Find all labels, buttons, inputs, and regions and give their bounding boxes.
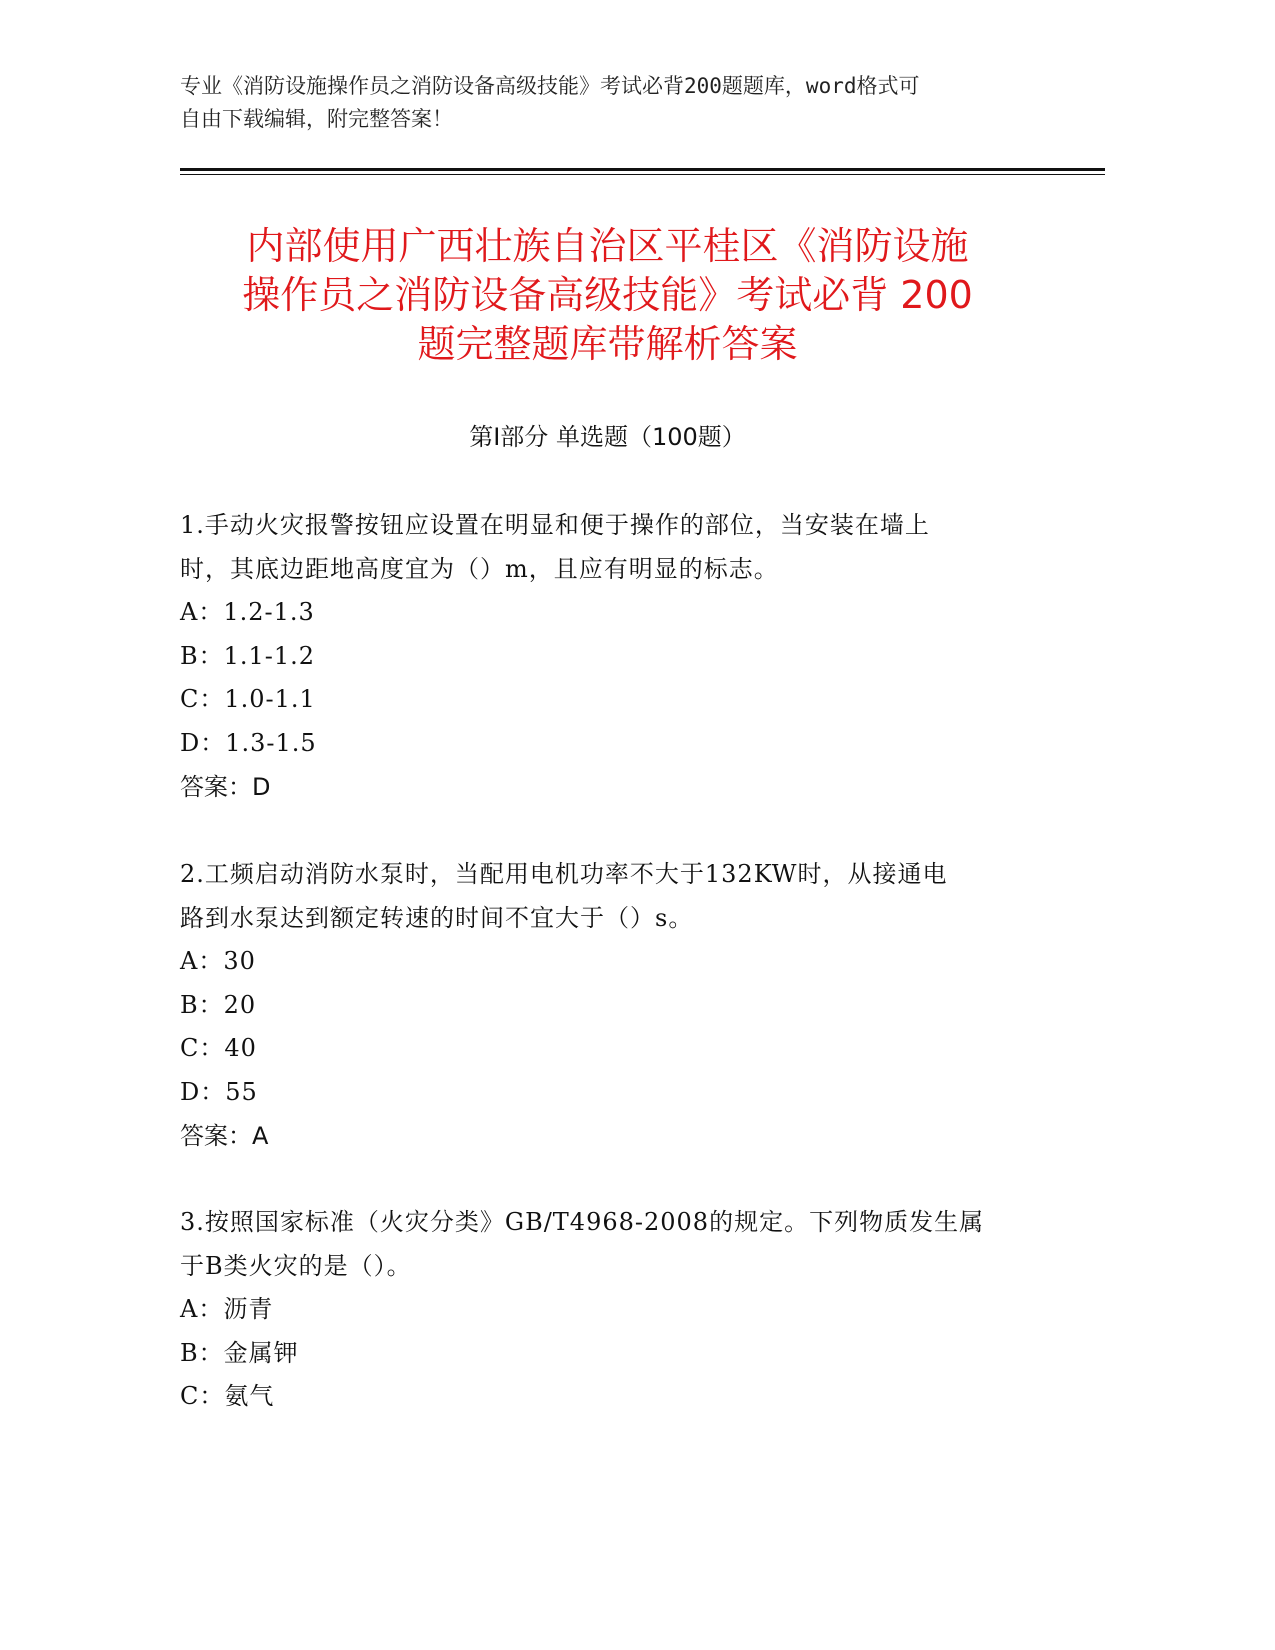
question-stem-line-2: 路到水泵达到额定转速的时间不宜大于（）s。 [180,904,694,932]
document-title-line-2: 操作员之消防设备高级技能》考试必背 200 [242,273,973,317]
answer: 答案：D [180,773,271,802]
question-3 [180,1200,1050,1419]
option-a: A：1.2-1.3 [180,598,315,626]
option-b: B：1.1-1.2 [180,641,316,670]
option-c: C：1.0-1.1 [180,685,316,714]
header-rule-thick [180,168,1105,171]
question-stem-line-1: 3.按照国家标准（火灾分类》GB/T4968-2008的规定。下列物质发生属 [180,1208,985,1236]
question-stem-line-2: 于B类火灾的是（）。 [180,1252,412,1280]
question-stem-line-1: 1.手动火灾报警按钮应设置在明显和便于操作的部位，当安装在墙上 [180,511,930,539]
section-heading: 第Ⅰ部分 单选题（100题） [469,423,746,451]
document-title-line-1: 内部使用广西壮族自治区平桂区《消防设施 [246,224,969,268]
option-c: C：氨气 [180,1382,275,1411]
header-note-line-1: 专业《消防设施操作员之消防设备高级技能》考试必背200题题库，word格式可 [180,74,920,98]
option-a: A：沥青 [180,1295,274,1323]
option-a: A：30 [180,947,256,975]
option-b: B：20 [180,990,257,1019]
option-d: D：1.3-1.5 [180,728,317,757]
option-d: D：55 [180,1077,258,1106]
question-2 [180,852,1050,1158]
option-c: C：40 [180,1034,257,1063]
header-note-line-2: 自由下载编辑，附完整答案！ [180,107,453,131]
document-title-line-3: 题完整题库带解析答案 [417,322,798,366]
header-note [180,70,1080,136]
question-stem-line-2: 时，其底边距地高度宜为（）m，且应有明显的标志。 [180,555,779,583]
question-1 [180,503,1050,809]
option-b: B：金属钾 [180,1338,299,1367]
question-stem-line-1: 2.工频启动消防水泵时，当配用电机功率不大于132KW时，从接通电 [180,860,948,888]
document-title [180,222,1035,369]
answer: 答案：A [180,1122,269,1151]
header-rule-thin [180,174,1105,175]
